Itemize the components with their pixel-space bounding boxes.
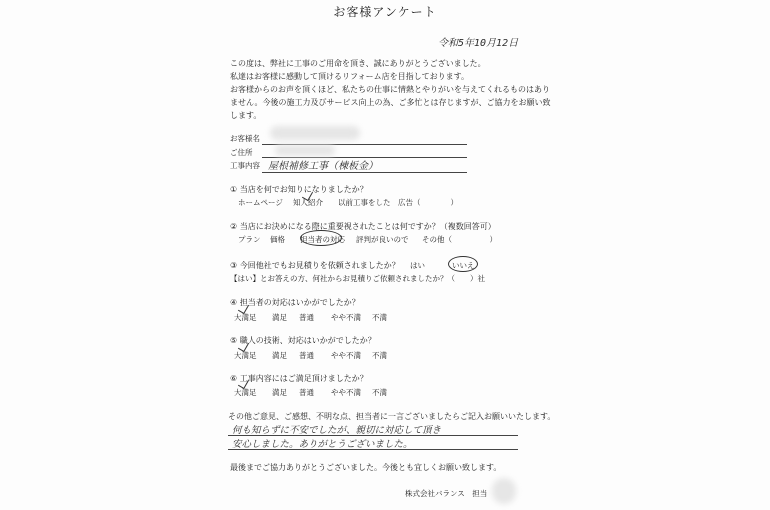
work-line <box>262 172 467 173</box>
intro-line-2: 私達はお客様に感動して頂けるリフォーム店を目指しております。 <box>230 72 469 81</box>
comments-prompt: その他ご意見、ご感想、不明な点、担当者に一言ございましたらご記入お願いいたします。 <box>228 412 556 421</box>
comment-line-1: 何も知らずに不安でしたが、親切に対応して頂き <box>232 425 442 436</box>
closing-text: 最後までご協力ありがとうございました。今後とも宜しくお願い致します。 <box>230 463 502 472</box>
intro-line-5: します。 <box>230 111 262 120</box>
q1-option-previous: 以前工事をした <box>338 198 391 207</box>
q3-option-yes: はい <box>410 261 425 270</box>
q5-option-satisfied: 満足 <box>272 351 287 360</box>
q4-option-neutral: 普通 <box>299 313 314 322</box>
q6-option-slightly-dissatisfied: やや不満 <box>331 388 361 397</box>
q2-option-staff: 担当者の対応 <box>300 235 345 244</box>
q6-option-very-satisfied: 大満足 <box>234 388 257 397</box>
q4-option-slightly-dissatisfied: やや不満 <box>331 313 361 322</box>
comment-line-2: 安心しました。ありがとうございました。 <box>232 439 413 450</box>
redacted-name <box>270 126 360 140</box>
q4-option-very-satisfied: 大満足 <box>234 313 257 322</box>
q2-option-price: 価格 <box>270 235 285 244</box>
redacted-staff <box>492 478 516 504</box>
q2-option-reputation: 評判が良いので <box>356 235 409 244</box>
name-label: お客様名 <box>230 134 260 143</box>
redacted-address <box>275 145 335 156</box>
intro-line-4: ません。今後の施工力及びサービス向上の為、ご多忙とは存じますが、ご協力をお願い致 <box>230 98 551 107</box>
q2-option-plan: プラン <box>238 235 261 244</box>
q2-option-other: その他（ ） <box>422 235 497 244</box>
q3-circle-mark <box>448 256 478 272</box>
intro-line-3: お客様からのお声を頂くほど、私たちの仕事に情熱とやりがいを与えてくれるものはあり <box>230 85 550 94</box>
work-label: 工事内容 <box>230 161 260 170</box>
q1-option-homepage: ホームページ <box>238 198 283 207</box>
q6-option-neutral: 普通 <box>299 388 314 397</box>
q5-option-very-satisfied: 大満足 <box>234 351 257 360</box>
q6-option-dissatisfied: 不満 <box>372 388 387 397</box>
q5-option-dissatisfied: 不満 <box>372 351 387 360</box>
company-name: 株式会社バランス 担当 <box>405 489 488 498</box>
q6-option-satisfied: 満足 <box>272 388 287 397</box>
q4-option-satisfied: 満足 <box>272 313 287 322</box>
q4-option-dissatisfied: 不満 <box>372 313 387 322</box>
q1-option-ad: 広告（ ） <box>398 198 458 207</box>
q4-text: ④ 担当者の対応はいかがでしたか？ <box>230 298 360 307</box>
page-title: お客様アンケート <box>333 5 437 19</box>
q5-option-neutral: 普通 <box>299 351 314 360</box>
q2-text: ② 当店にお決めになる際に重要視されたことは何ですか？（複数回答可） <box>230 222 496 231</box>
comment-rule-2 <box>228 449 518 450</box>
q6-text: ⑥ 工事内容にはご満足頂けましたか？ <box>230 374 368 383</box>
address-label: ご住所 <box>230 148 253 157</box>
q3-option-no: いいえ <box>452 261 475 270</box>
work-value: 屋根補修工事（棟板金） <box>268 161 378 172</box>
handwritten-date: 令和5年10月12日 <box>438 38 519 49</box>
q3-follow-up: 【はい】とお答えの方、何社からお見積りご依頼されましたか？（ ）社 <box>230 274 485 283</box>
intro-line-1: この度は、弊社に工事のご用命を頂き、誠にありがとうございました。 <box>230 59 486 68</box>
q2-circle-mark <box>300 230 342 246</box>
q3-text: ③ 今回他社でもお見積りを依頼されましたか？ <box>230 261 400 270</box>
q1-text: ① 当店を何でお知りになりましたか？ <box>230 185 368 194</box>
q5-text: ⑤ 職人の技術、対応はいかがでしたか？ <box>230 336 376 345</box>
q5-option-slightly-dissatisfied: やや不満 <box>331 351 361 360</box>
q1-option-referral: 知人紹介 <box>293 198 323 207</box>
